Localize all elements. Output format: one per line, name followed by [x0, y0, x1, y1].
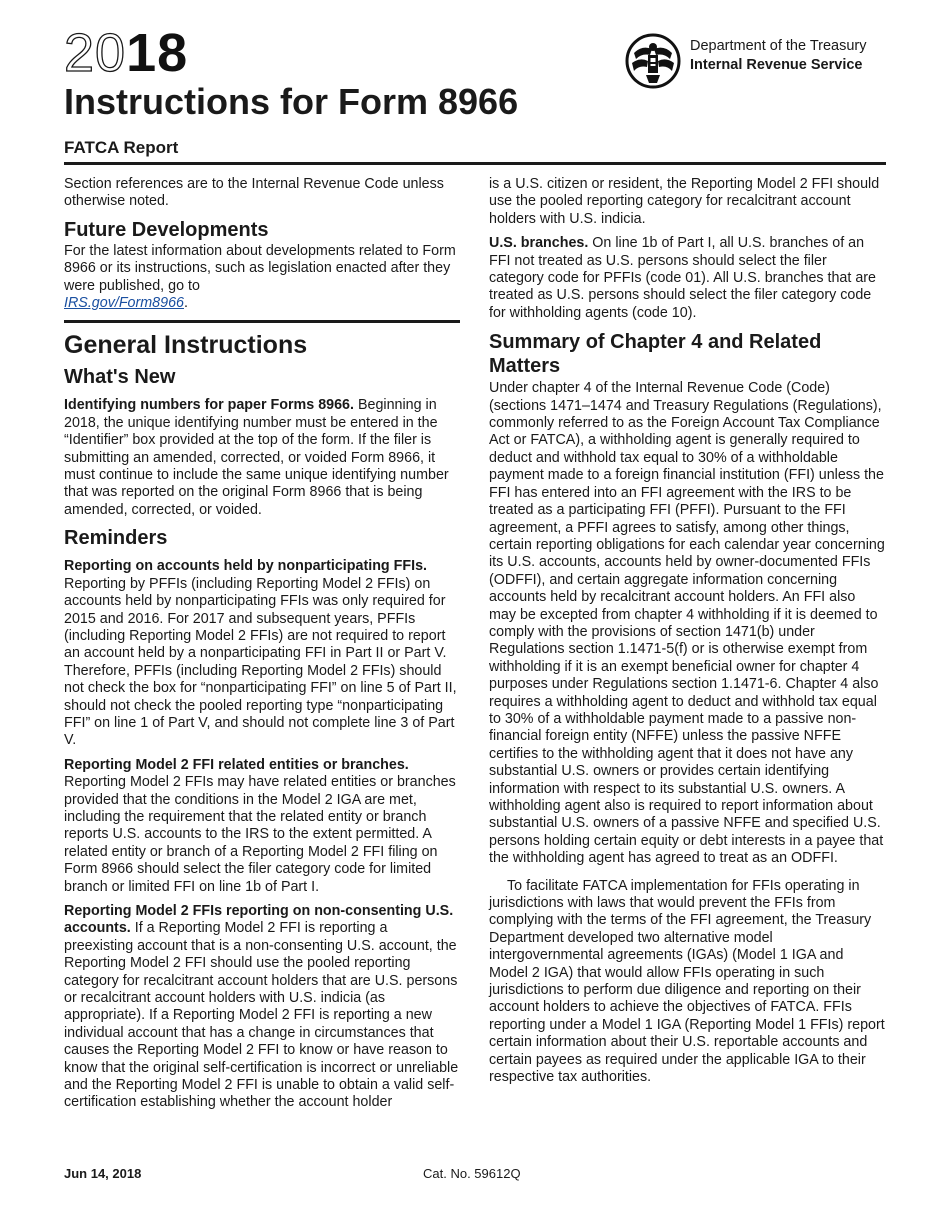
reminders-heading: Reminders: [64, 527, 168, 550]
page-subtitle: FATCA Report: [64, 138, 179, 157]
left-column: [64, 176, 460, 1119]
nonparticipating-ffis-text: Reporting by PFFIs (including Reporting Model 2 FFIs) on accounts held by nonparticipating FFIs was only required for 2015 and 2016. For 2017 and subsequent years, PFFIs (including Reporting Model 2 FFIs) are not required to report an account held by a nonparticipating FFI in Part II or Part V. Therefore, PFFIs (including Reporting Model 2 FFIs) should not check the box for “nonparticipating FFI” on line 5 of Part II, should not check the pooled reporting type “nonparticipating FFI” on line 1 of Part V, and should not complete line 3 of Part V.: [64, 575, 457, 749]
irs-form-link[interactable]: IRS.gov/Form8966: [64, 295, 184, 312]
us-branches-text: On line 1b of Part I, all U.S. branches of an FFI not treated as U.S. persons should select the filer category code for PFFIs (code 01). All U.S. branches that are treated as U.S. persons should select the filer category code for withholding agents (code 10).: [489, 235, 876, 321]
non-consenting-text: If a Reporting Model 2 FFI is reporting a preexisting account that is a non-consenting U.S. account, the Reporting Model 2 FFI should use the pooled reporting category for recalcitrant account holders that are U.S. persons or recalcitrant account holders with U.S. indicia (as appropriate). If a Reporting Model 2 FFI is reporting a new individual account that has a change in circumstances that causes the Reporting Model 2 FFI to know or have reason to know that the original self-certification is incorrect or unreliable and the Reporting Model 2 FFI is unable to obtain a valid self-certification establishing whether the account holder: [64, 920, 459, 1111]
future-developments-heading: Future Developments: [64, 218, 269, 241]
nonparticipating-ffis-paragraph: [64, 558, 460, 749]
fatca-implementation-paragraph: To facilitate FATCA implementation for FFIs operating in jurisdictions with laws that would prevent the FFIs from complying with the terms of the FFI agreement, the Treasury Department developed two alternative model intergovernmental agreements (IGAs) (Model 1 IGA and Model 2 IGA) that would allow FFIs operating in such jurisdictions to perform due diligence and reporting on their account holders to achieve the objectives of FATCA. FFIs reporting under a Model 1 IGA (Reporting Model 1 FFIs) report certain information about their U.S. reportable accounts and certain payees as required under the applicable IGA to their respective tax authorities.: [489, 877, 885, 1086]
related-entities-lead: Reporting Model 2 FFI related entities or branches.: [64, 756, 409, 773]
link-period: .: [184, 295, 188, 312]
agency-name: [690, 37, 867, 75]
future-developments-body: For the latest information about developments related to Form 8966 or its instructions, such as legislation enacted after they were published, go to: [64, 242, 456, 294]
identifying-numbers-text: Beginning in 2018, the unique identifying number must be entered in the “Identifier” box provided at the top of the form. If the filer is submitting an amended, corrected, or voided Form 8966, it must continue to include the same unique identifying number that was reported on the original Form 8966 that is being amended, corrected, or voided.: [64, 397, 449, 518]
future-developments-text: [64, 243, 460, 313]
agency-line-2: Internal Revenue Service: [690, 57, 863, 73]
summary-chapter4-heading: Summary of Chapter 4 and Related Matters: [489, 331, 822, 378]
year-outline-digits: 20: [64, 23, 127, 83]
non-consenting-lead: Reporting Model 2 FFIs reporting on non-consenting U.S. accounts.: [64, 903, 454, 937]
footer-date: Jun 14, 2018: [64, 1166, 142, 1181]
identifying-numbers-paragraph: [64, 397, 460, 519]
page-title: Instructions for Form 8966: [64, 81, 519, 122]
right-column: [489, 176, 885, 1094]
intro-text: Section references are to the Internal Revenue Code unless otherwise noted.: [64, 176, 444, 210]
us-branches-lead: U.S. branches.: [489, 235, 589, 252]
irs-eagle-logo-icon: [622, 33, 684, 89]
header-divider: [64, 162, 886, 165]
chapter4-paragraph: Under chapter 4 of the Internal Revenue Code (Code) (sections 1471–1474 and Treasury Regulations (Regulations), commonly referred to as the Foreign Account Tax Compliance Act or FATCA), a withholding agent is generally required to deduct and withhold tax equal to 30% of a withholdable payment made to a foreign financial institution (FFI) unless the FFI has entered into an FFI agreement with the IRS to be treated as a participating FFI (PFFI). Pursuant to the FFI agreement, a PFFI agrees to satisfy, among other things, certain reporting obligations for each calendar year concerning its U.S. accounts, accounts held by owner-documented FFIs (ODFFI), and certain aggregate information concerning accounts held by recalcitrant account holders. An FFI also may be excepted from chapter 4 withholding if it is deemed to comply with the provisions of section 1471(b) under Regulations section 1.1471-5(f) or is otherwise exempt from withholding if it is an exempt beneficial owner for chapter 4 purposes under Regulations section 1.1471-6. Chapter 4 also requires a withholding agent to deduct and withhold tax equal to 30% of a withholdable payment made to a passive non-financial foreign entity (NFFE) unless the passive NFFE certifies to the withholding agent that it does not have any substantial U.S. owners or provides certain identifying information with respect to its substantial U.S. owners. A withholding agent also is required to report information about substantial U.S. owners of a passive NFFE and specified U.S. persons holding certain equity or debt interests in a payee that the withholding agent has agreed to treat as an ODFFI.: [489, 380, 885, 867]
year-solid-digits: 18: [126, 23, 189, 83]
us-branches-paragraph: [489, 235, 885, 322]
related-entities-text: Reporting Model 2 FFIs may have related entities or branches provided that the conditions in the Model 2 IGA are met, including the requirement that the related entity or branch reports U.S. accounts to the IRS to the extent permitted. A related entity or branch of a Reporting Model 2 FFI filing on Form 8966 should select the filer category code for limited branch or limited FFI on line 1b of Part I.: [64, 774, 456, 895]
general-instructions-heading: General Instructions: [64, 331, 308, 360]
identifying-numbers-lead: Identifying numbers for paper Forms 8966.: [64, 397, 354, 414]
agency-line-1: Department of the Treasury: [690, 38, 867, 54]
catalog-number: Cat. No. 59612Q: [423, 1166, 521, 1181]
nonparticipating-ffis-lead: Reporting on accounts held by nonparticipating FFIs.: [64, 558, 427, 575]
whats-new-heading: What's New: [64, 366, 176, 389]
section-divider: [64, 320, 460, 323]
related-entities-paragraph: [64, 757, 460, 896]
continued-paragraph: is a U.S. citizen or resident, the Reporting Model 2 FFI should use the pooled reporting category for recalcitrant account holders with U.S. indicia.: [489, 176, 880, 227]
non-consenting-paragraph: [64, 903, 460, 1112]
form-year: [64, 24, 188, 82]
